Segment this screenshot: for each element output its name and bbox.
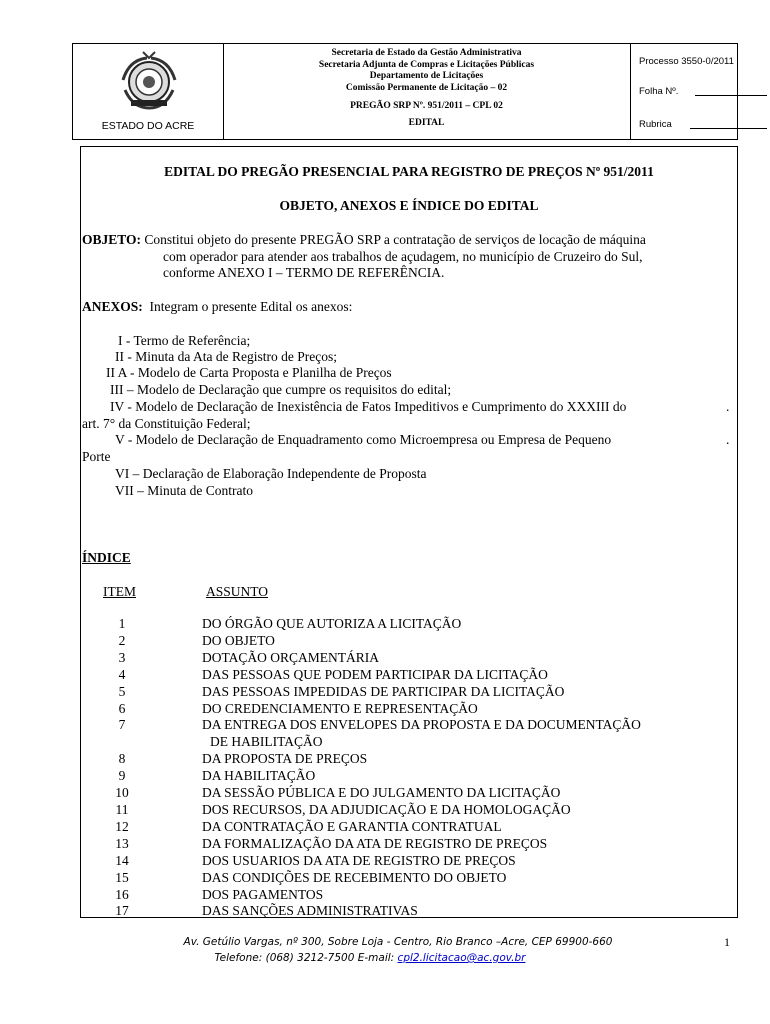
state-coat-of-arms-icon — [117, 50, 181, 114]
subtitle: OBJETO, ANEXOS E ÍNDICE DO EDITAL — [279, 198, 539, 213]
anexos-paragraph — [82, 299, 352, 315]
indice-item-number: 11 — [115, 802, 129, 817]
anexo-item: VII – Minuta de Contrato — [115, 483, 253, 498]
indice-item-subject: DAS CONDIÇÕES DE RECEBIMENTO DO OBJETO — [202, 869, 507, 885]
folha-label: Folha Nº. — [639, 86, 679, 97]
objeto-line: com operador para atender aos trabalhos de açudagem, no município de Cruzeiro do Sul, — [163, 249, 643, 264]
anexo-dot: . — [726, 399, 730, 414]
objeto-label: OBJETO: — [82, 232, 142, 247]
rubrica-field — [690, 128, 767, 129]
indice-item-number: 10 — [115, 785, 129, 801]
anexos-label: ANEXOS: — [82, 299, 143, 314]
main-title: EDITAL DO PREGÃO PRESENCIAL PARA REGISTRO DE PREÇOS Nº 951/2011 — [164, 164, 654, 179]
indice-item-subject: DA HABILITAÇÃO — [202, 768, 316, 784]
indice-item-subject: DA PROPOSTA DE PREÇOS — [202, 751, 368, 767]
indice-item-number: 15 — [115, 869, 129, 885]
indice-item-number: 7 — [118, 717, 126, 733]
header-line: Secretaria Adjunta de Compras e Licitações Públicas — [318, 59, 535, 70]
indice-item-subject: DO ÓRGÃO QUE AUTORIZA A LICITAÇÃO — [202, 616, 462, 631]
indice-item-subject: DA CONTRATAÇÃO E GARANTIA CONTRATUAL — [202, 818, 502, 834]
indice-item-subject: DA SESSÃO PÚBLICA E DO JULGAMENTO DA LICITAÇÃO — [202, 785, 561, 801]
indice-item-number: 5 — [118, 683, 126, 699]
indice-item-number: 16 — [115, 886, 129, 902]
footer-contact — [80, 952, 660, 964]
footer-email-link[interactable]: cpl2.licitacao@ac.gov.br — [397, 952, 526, 964]
emblem-cell — [73, 44, 224, 139]
page-number: 1 — [724, 935, 730, 949]
anexo-item: art. 7° da Constituição Federal; — [82, 416, 251, 431]
col-assunto-header: ASSUNTO — [206, 584, 269, 599]
header-line: Comissão Permanente de Licitação – 02 — [345, 82, 508, 93]
state-label: ESTADO DO ACRE — [101, 120, 195, 132]
indice-item-subject: DA FORMALIZAÇÃO DA ATA DE REGISTRO DE PREÇOS — [202, 835, 548, 851]
anexo-item: II - Minuta da Ata de Registro de Preços; — [115, 349, 337, 364]
anexos-intro: Integram o presente Edital os anexos: — [149, 299, 353, 314]
objeto-paragraph — [82, 232, 646, 248]
indice-item-subject: DOTAÇÃO ORÇAMENTÁRIA — [202, 649, 380, 665]
indice-item-number: 12 — [115, 818, 129, 834]
footer-address: Av. Getúlio Vargas, nº 300, Sobre Loja - Centro, Rio Branco –Acre, CEP 69900-660 — [183, 936, 613, 948]
indice-item-subject: DAS PESSOAS QUE PODEM PARTICIPAR DA LICITAÇÃO — [202, 666, 548, 682]
indice-item-subject: DOS RECURSOS, DA ADJUDICAÇÃO E DA HOMOLOGAÇÃO — [202, 802, 571, 817]
anexo-item: II A - Modelo de Carta Proposta e Planilha de Preços — [106, 365, 392, 380]
indice-item-subject: DO CREDENCIAMENTO E REPRESENTAÇÃO — [202, 700, 478, 716]
indice-item-number: 2 — [118, 632, 126, 648]
document-header — [72, 43, 738, 140]
anexo-item: V - Modelo de Declaração de Enquadramento como Microempresa ou Empresa de Pequeno — [115, 432, 612, 447]
indice-item-number: 1 — [118, 616, 126, 631]
header-line: Secretaria de Estado da Gestão Administrativa — [331, 48, 522, 58]
indice-item-number: 13 — [115, 835, 129, 851]
folha-field — [695, 95, 767, 96]
indice-item-subject: DO OBJETO — [202, 632, 275, 648]
objeto-line: Constitui objeto do presente PREGÃO SRP a contratação de serviços de locação de máquina — [144, 232, 646, 247]
processo-number: Processo 3550-0/2011 — [639, 56, 734, 67]
indice-item-subject: DOS USUARIOS DA ATA DE REGISTRO DE PREÇOS — [202, 852, 516, 868]
anexo-item: IV - Modelo de Declaração de Inexistência de Fatos Impeditivos e Cumprimento do XXXIII do — [110, 399, 627, 414]
footer-phone: Telefone: (068) 3212-7500 E-mail: — [214, 952, 395, 964]
indice-item-number: 8 — [118, 751, 126, 767]
anexo-item: Porte — [82, 449, 111, 464]
anexo-dot: . — [726, 432, 730, 447]
indice-item-number: 6 — [118, 700, 126, 716]
indice-item-number: 9 — [118, 768, 126, 784]
indice-title: ÍNDICE — [82, 550, 131, 565]
indice-item-number: 14 — [115, 852, 129, 868]
anexo-item: III – Modelo de Declaração que cumpre os requisitos do edital; — [110, 382, 452, 397]
anexo-item: VI – Declaração de Elaboração Independente de Proposta — [115, 466, 427, 481]
indice-item-number: 17 — [115, 903, 129, 919]
header-line: Departamento de Licitações — [369, 71, 484, 81]
anexo-item: I - Termo de Referência; — [118, 333, 251, 348]
indice-item-number: 3 — [118, 649, 126, 665]
edital-label: EDITAL — [408, 117, 445, 128]
header-center — [223, 44, 631, 139]
indice-item-subject: DAS SANÇÕES ADMINISTRATIVAS — [202, 903, 418, 919]
indice-item-number: 4 — [118, 666, 126, 682]
col-item-header: ITEM — [103, 584, 136, 599]
indice-item-subject: DAS PESSOAS IMPEDIDAS DE PARTICIPAR DA LICITAÇÃO — [202, 683, 565, 699]
header-right — [630, 44, 737, 139]
objeto-line: conforme ANEXO I – TERMO DE REFERÊNCIA. — [163, 265, 445, 280]
indice-item-subject-cont: DE HABILITAÇÃO — [210, 734, 323, 750]
indice-item-subject: DA ENTREGA DOS ENVELOPES DA PROPOSTA E DA DOCUMENTAÇÃO — [202, 717, 641, 733]
rubrica-label: Rubrica — [639, 119, 672, 130]
indice-item-subject: DOS PAGAMENTOS — [202, 886, 324, 902]
pregao-label: PREGÃO SRP Nº. 951/2011 – CPL 02 — [350, 101, 503, 111]
